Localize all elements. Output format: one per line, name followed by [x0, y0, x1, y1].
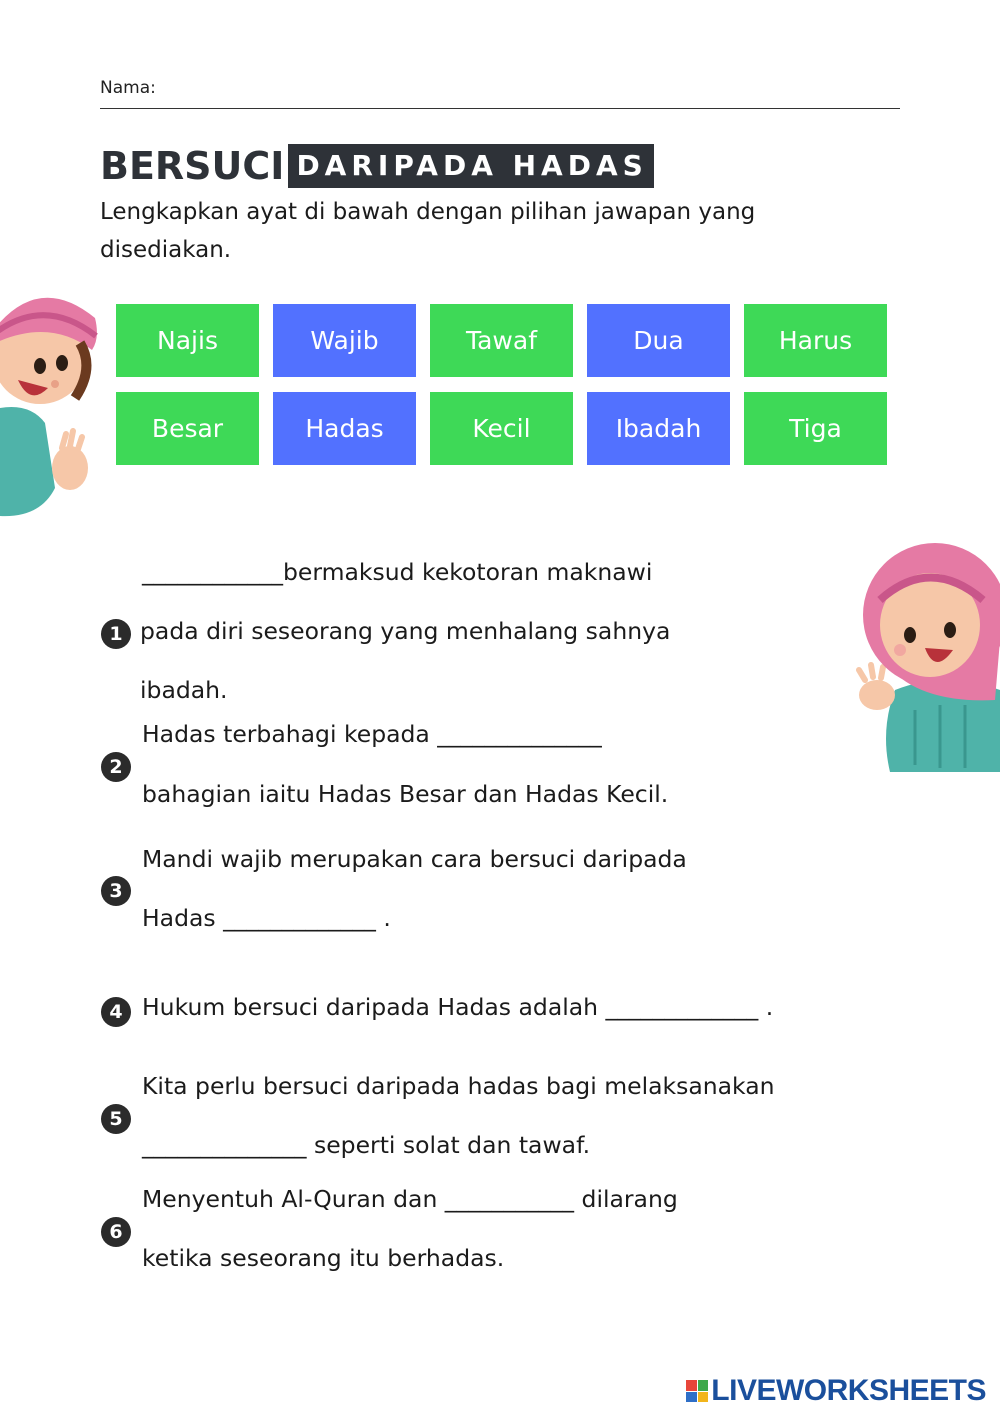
option-tile[interactable] — [273, 304, 416, 377]
option-tile[interactable] — [116, 392, 259, 465]
question-1-line-2: pada diri seseorang yang menhalang sahnya — [140, 617, 671, 645]
option-tile[interactable] — [744, 392, 887, 465]
question-5-line-2: ______________ seperti solat dan tawaf. — [142, 1131, 591, 1159]
option-label: Wajib — [310, 326, 379, 355]
question-number-3: 3 — [101, 876, 131, 906]
name-input-line[interactable] — [100, 108, 900, 109]
question-3-line-1: Mandi wajib merupakan cara bersuci daripada — [142, 845, 687, 873]
question-2-line-1: Hadas terbahagi kepada ______________ — [142, 720, 602, 748]
option-tile[interactable] — [430, 392, 573, 465]
question-5-line-1: Kita perlu bersuci daripada hadas bagi melaksanakan — [142, 1072, 775, 1100]
brand-text: LIVEWORKSHEETS — [711, 1374, 986, 1407]
question-number-2: 2 — [101, 752, 131, 782]
boy-character-illustration — [0, 288, 100, 520]
option-label: Tiga — [789, 414, 842, 443]
name-label: Nama: — [100, 78, 156, 98]
question-number-6: 6 — [101, 1217, 131, 1247]
option-tile[interactable] — [744, 304, 887, 377]
option-tile[interactable] — [273, 392, 416, 465]
option-label: Kecil — [472, 414, 531, 443]
girl-character-illustration — [855, 540, 1000, 772]
question-2-line-2: bahagian iaitu Hadas Besar dan Hadas Kecil. — [142, 780, 669, 808]
question-1-line-1: ____________bermaksud kekotoran maknawi — [142, 558, 653, 586]
title-main: BERSUCI — [100, 144, 285, 188]
instruction-text: Lengkapkan ayat di bawah dengan pilihan jawapan yang disediakan. — [100, 199, 756, 263]
liveworksheets-logo-icon — [686, 1380, 708, 1402]
option-label: Tawaf — [465, 326, 538, 355]
option-label: Najis — [157, 326, 218, 355]
question-3-line-2: Hadas _____________ . — [142, 904, 391, 932]
question-number-4: 4 — [101, 997, 131, 1027]
option-tile[interactable] — [116, 304, 259, 377]
question-6-line-1: Menyentuh Al-Quran dan ___________ dilarang — [142, 1185, 678, 1213]
option-tile[interactable] — [587, 304, 730, 377]
option-tile[interactable] — [587, 392, 730, 465]
option-label: Hadas — [305, 414, 384, 443]
question-number-1: 1 — [101, 619, 131, 649]
option-tile[interactable] — [430, 304, 573, 377]
option-label: Dua — [633, 326, 684, 355]
option-label: Harus — [778, 326, 853, 355]
title-sub: DARIPADA HADAS — [288, 144, 653, 188]
option-label: Ibadah — [615, 414, 702, 443]
question-6-line-2: ketika seseorang itu berhadas. — [142, 1244, 505, 1272]
question-1-line-3: ibadah. — [140, 676, 228, 704]
option-label: Besar — [151, 414, 224, 443]
liveworksheets-brand — [686, 1374, 986, 1408]
question-number-5: 5 — [101, 1104, 131, 1134]
page-title — [100, 143, 654, 189]
question-4-line-1: Hukum bersuci daripada Hadas adalah _____________ . — [142, 993, 774, 1021]
